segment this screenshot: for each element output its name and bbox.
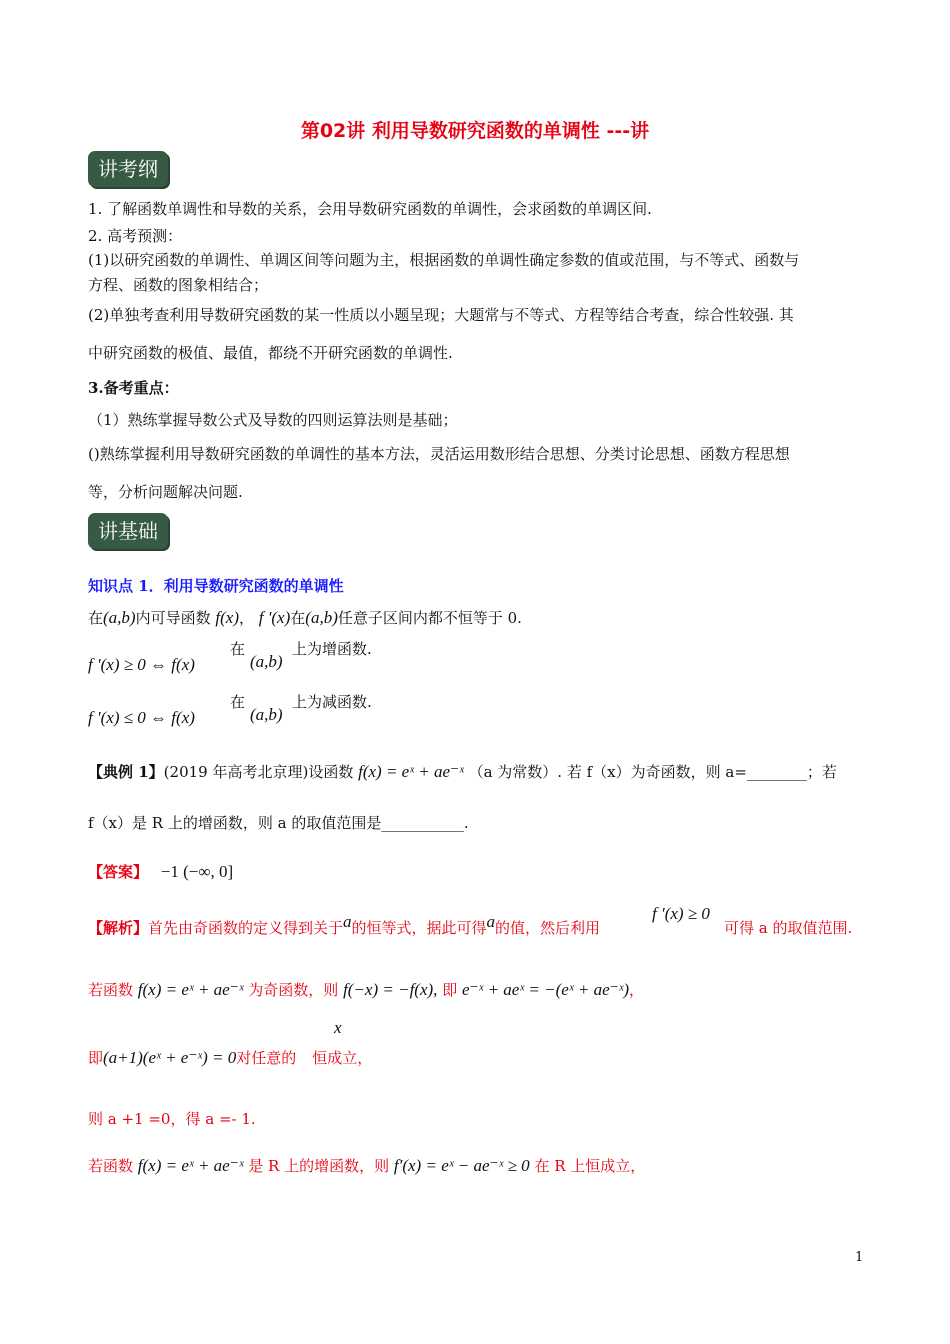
outline-line-3: (1)以研究函数的单调性、单调区间等问题为主，根据函数的单调性确定参数的值或范围，与不等式、函数与 <box>88 251 800 269</box>
answer-line: 【答案】 −1 (−∞, 0] <box>88 862 234 881</box>
outline-line-8: （1）熟练掌握导数公式及导数的四则运算法则是基础； <box>88 411 458 429</box>
example-line-2: f（x）是 R 上的增函数，则 a 的取值范围是___________. <box>88 814 469 832</box>
solution-line-1: 若函数 f(x) = eˣ + ae⁻ˣ 为奇函数，则 f(−x) = −f(x), 即 e⁻ˣ + aeˣ = −(eˣ + ae⁻ˣ)， <box>88 980 645 999</box>
page-title: 第02讲 利用导数研究函数的单调性 ---讲 <box>300 120 650 142</box>
outline-line-7: 3.备考重点： <box>88 379 179 397</box>
outline-line-5: (2)单独考查利用导数研究函数的某一性质以小题呈现；大题常与不等式、方程等结合考查，综合性较强. 其 <box>88 306 794 324</box>
analysis-line: 【解析】首先由奇函数的定义得到关于a的恒等式，据此可得a的值，然后利用 <box>88 912 601 937</box>
decrease-condition-text: 上为减函数. <box>292 693 372 711</box>
increase-condition-formula: f '(x) ≥ 0 ⇔ f(x) <box>88 655 195 674</box>
knowledge-line: 在(a,b)内可导函数 f(x)， f '(x)在(a,b)任意子区间内都不恒等于 0. <box>88 608 522 627</box>
analysis-condition: f ′(x) ≥ 0 <box>652 904 710 923</box>
outline-line-9: ()熟练掌握利用导数研究函数的单调性的基本方法，灵活运用数形结合思想、分类讨论思想、函数方程思想 <box>88 445 790 463</box>
outline-line-1: 1. 了解函数单调性和导数的关系，会用导数研究函数的单调性，会求函数的单调区间. <box>88 200 652 218</box>
decrease-condition-formula: f '(x) ≤ 0 ⇔ f(x) <box>88 708 195 727</box>
decrease-condition-interval: (a,b) <box>250 705 283 724</box>
page-number: 1 <box>855 1250 864 1265</box>
outline-line-2: 2. 高考预测： <box>88 227 183 245</box>
outline-line-6: 中研究函数的极值、最值，都绕不开研究函数的单调性. <box>88 344 453 362</box>
increase-condition-interval: (a,b) <box>250 652 283 671</box>
outline-line-4: 方程、函数的图象相结合； <box>88 276 269 294</box>
increase-condition-zai: 在 <box>230 640 246 658</box>
section-badge-kaogang: 讲考纲 <box>88 151 168 187</box>
knowledge-point-title: 知识点 1．利用导数研究函数的单调性 <box>88 577 344 595</box>
example-line-1: 【典例 1】(2019 年高考北京理)设函数 f(x) = eˣ + ae⁻ˣ （a 为常数）. 若 f（x）为奇函数，则 a=________；若 <box>88 762 837 781</box>
solution-line-2: 即(a+1)(eˣ + e⁻ˣ) = 0对任意的 恒成立， <box>88 1048 373 1067</box>
analysis-tail: 可得 a 的取值范围. <box>724 919 853 937</box>
decrease-condition-zai: 在 <box>230 693 246 711</box>
increase-condition-text: 上为增函数. <box>292 640 372 658</box>
outline-line-10: 等，分析问题解决问题. <box>88 483 243 501</box>
solution-variable-x: x <box>334 1018 342 1037</box>
section-badge-jichu: 讲基础 <box>88 513 168 549</box>
solution-line-4: 若函数 f(x) = eˣ + ae⁻ˣ 是 R 上的增函数，则 f′(x) = eˣ − ae⁻ˣ ≥ 0 在 R 上恒成立， <box>88 1156 646 1175</box>
solution-line-3: 则 a +1 =0，得 a =- 1. <box>88 1110 256 1128</box>
